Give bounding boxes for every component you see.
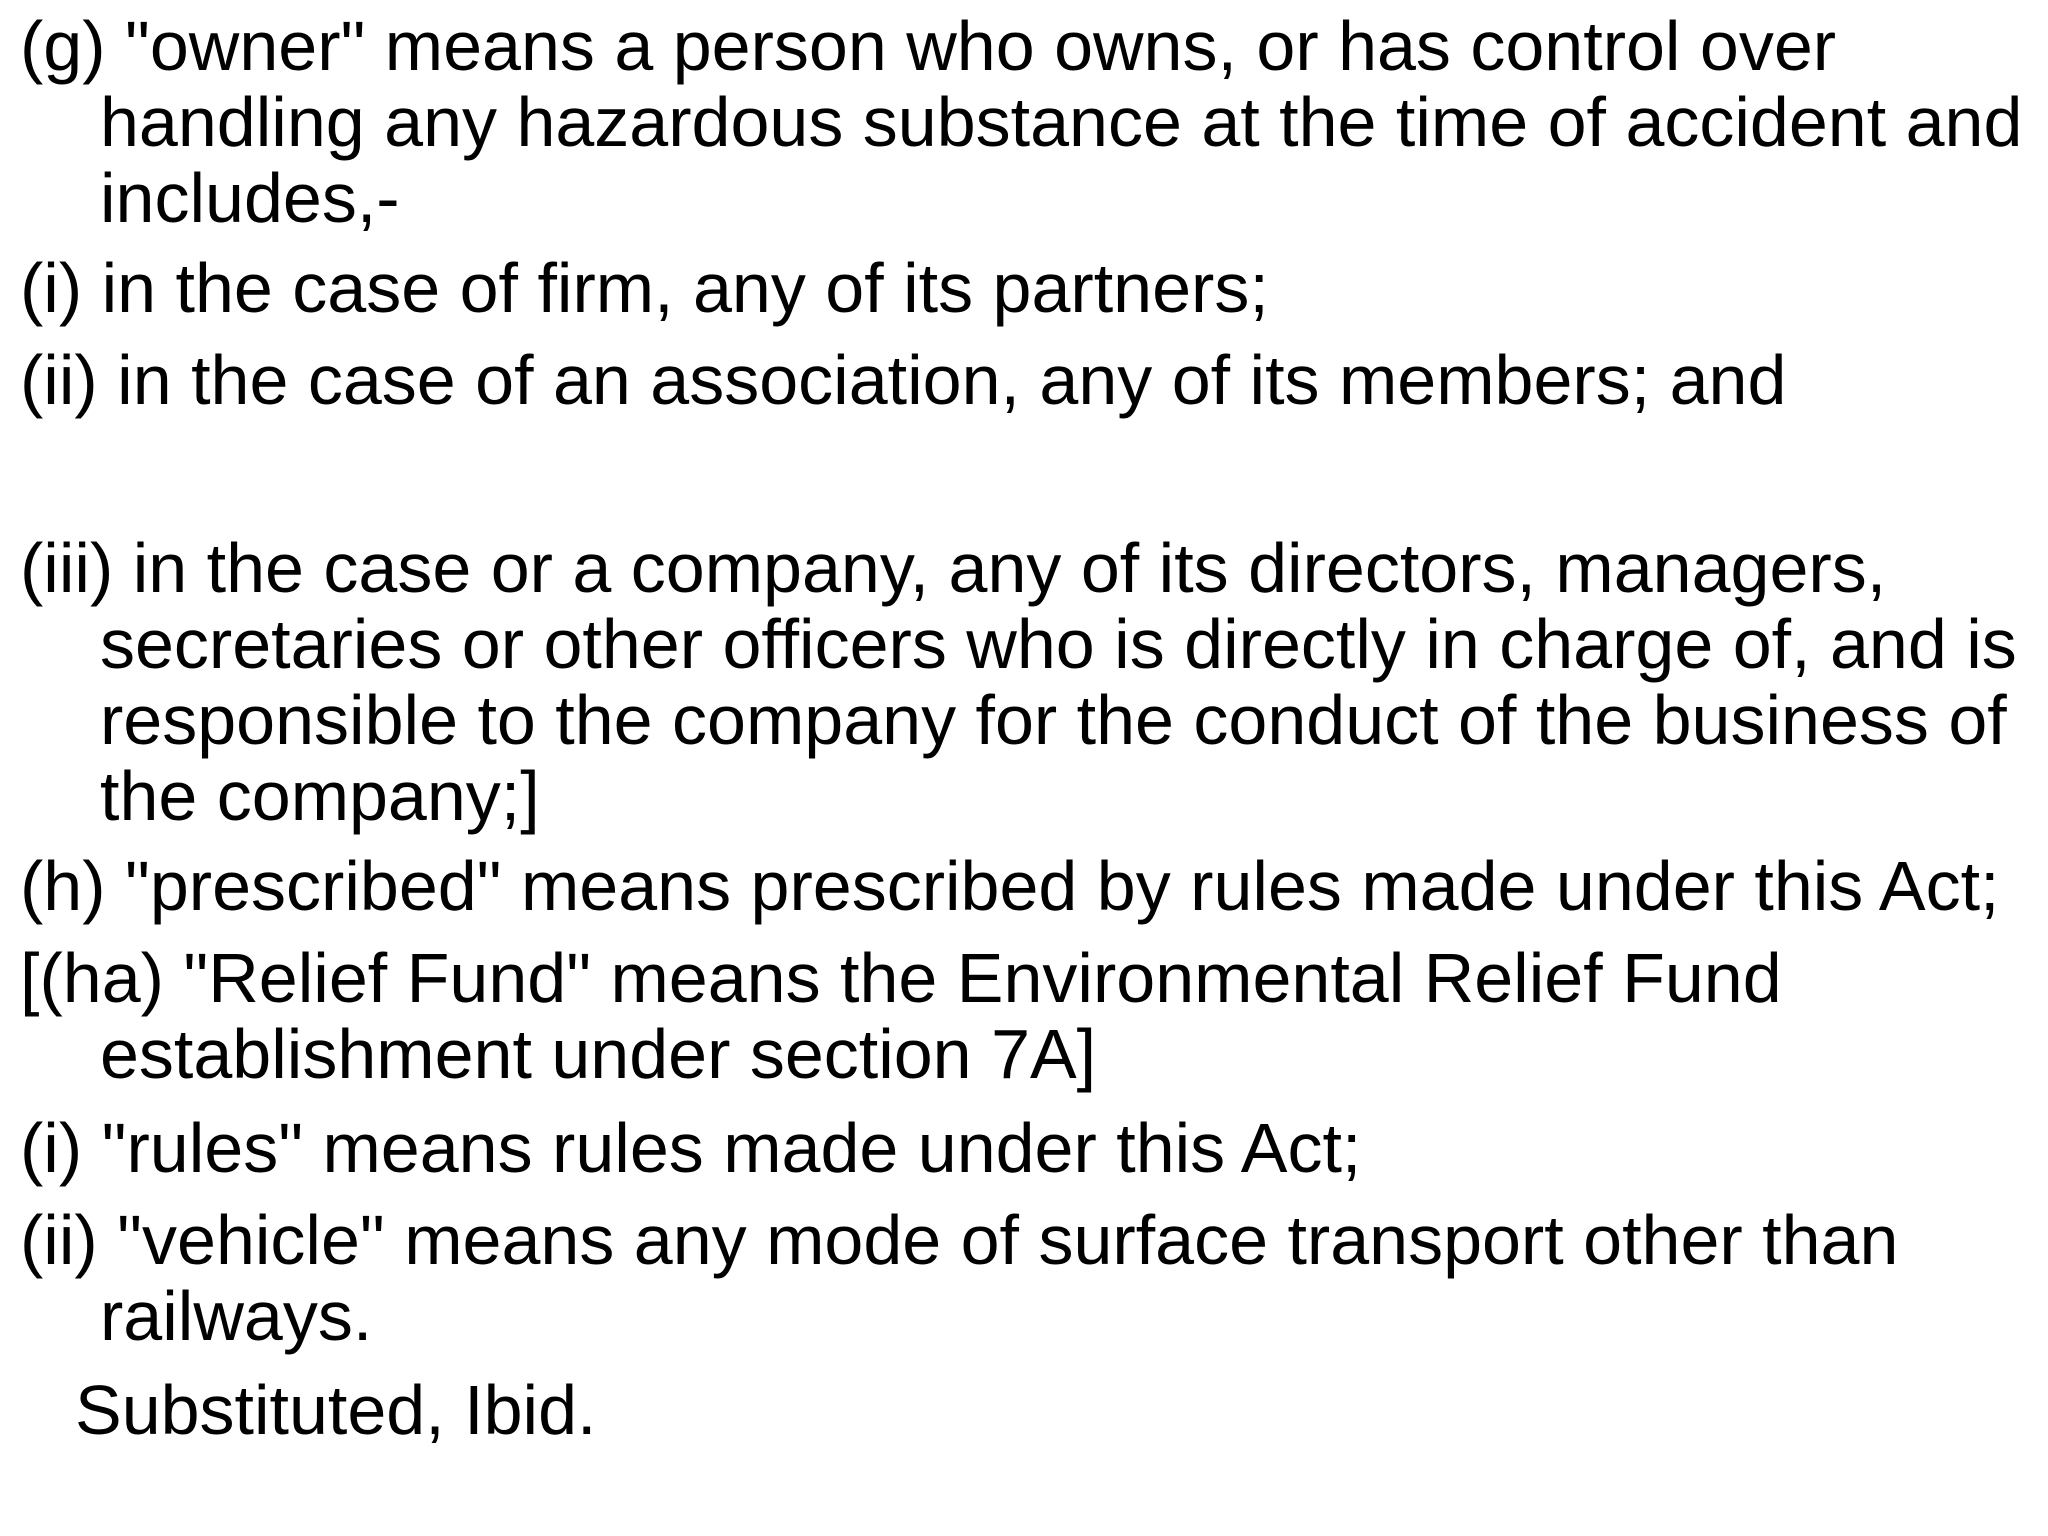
definition-vehicle: (ii) "vehicle" means any mode of surface transport other than railways. (20, 1201, 1899, 1355)
clause-firm: (i) in the case of firm, any of its partners; (20, 249, 1269, 327)
clause-company: (iii) in the case or a company, any of its directors, managers, secretaries or other officers who is directly in charge of, and is responsible to the company for the conduct of the business of the company;] (20, 529, 2017, 835)
definition-relief-fund: [(ha) "Relief Fund" means the Environmental Relief Fund establishment under section 7A] (20, 939, 1782, 1093)
definition-owner: (g) "owner" means a person who owns, or has control over handling any hazardous substance at the time of accident and includes,- (20, 7, 2023, 237)
footnote: Substituted, Ibid. (75, 1371, 597, 1449)
definition-rules: (i) "rules" means rules made under this Act; (20, 1109, 1362, 1187)
clause-association: (ii) in the case of an association, any of its members; and (20, 341, 1787, 419)
definition-prescribed: (h) "prescribed" means prescribed by rules made under this Act; (20, 847, 2000, 925)
